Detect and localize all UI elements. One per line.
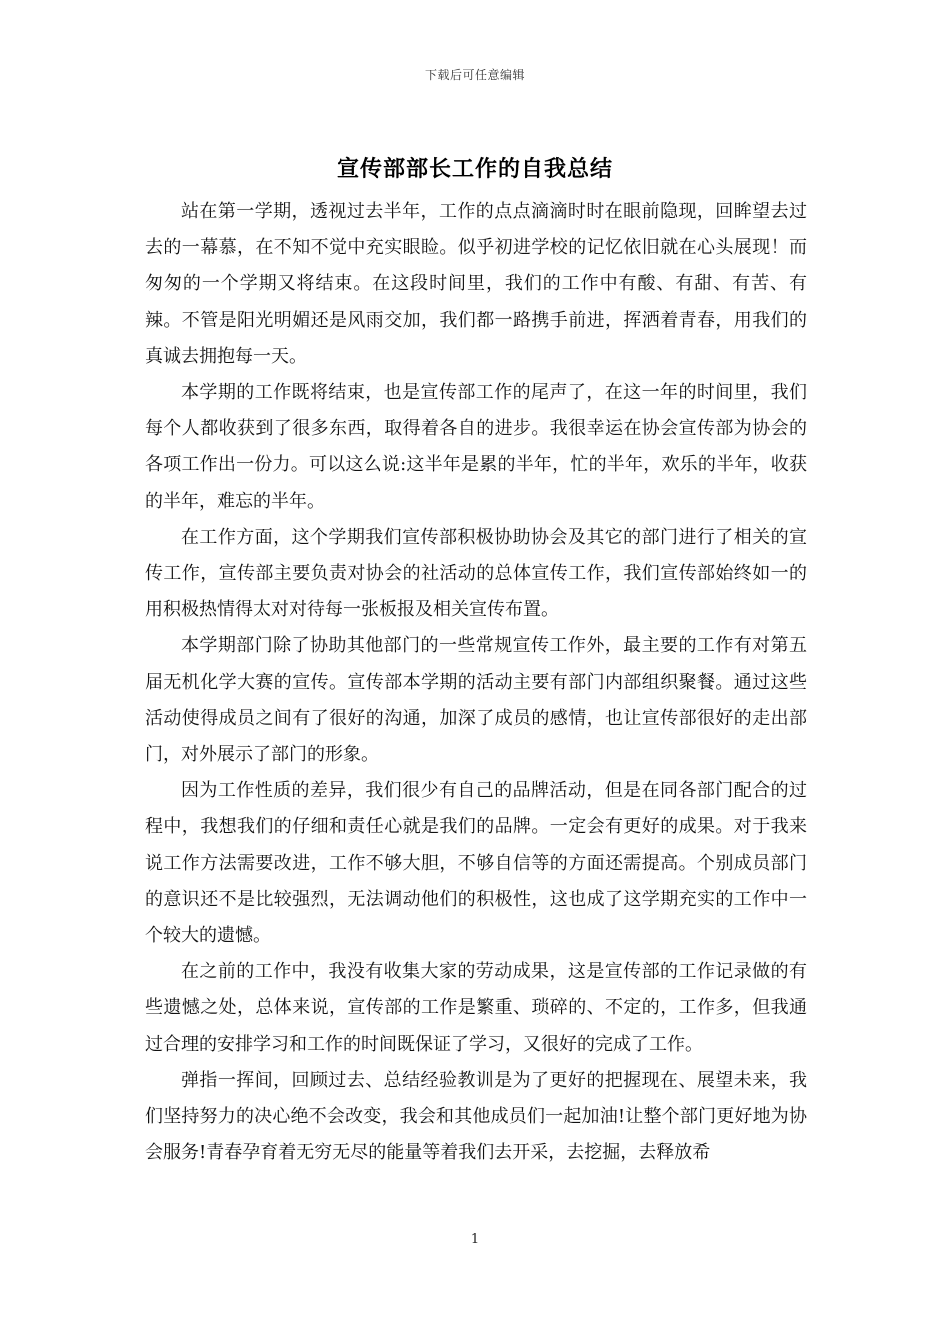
paragraph: 在工作方面，这个学期我们宣传部积极协助协会及其它的部门进行了相关的宣传工作，宣传部主要负责对协会的社活动的总体宣传工作，我们宣传部始终如一的用积极热情得太对对待每一张板报及相关宣传布置。 [145, 526, 807, 621]
paragraph: 因为工作性质的差异，我们很少有自己的品牌活动，但是在同各部门配合的过程中，我想我们的仔细和责任心就是我们的品牌。一定会有更好的成果。对于我来说工作方法需要改进，工作不够大胆，不够自信等的方面还需提高。个别成员部门的意识还不是比较强烈，无法调动他们的积极性，这也成了这学期充实的工作中一个较大的遗憾。 [145, 780, 807, 947]
paragraph: 本学期部门除了协助其他部门的一些常规宣传工作外，最主要的工作有对第五届无机化学大赛的宣传。宣传部本学期的活动主要有部门内部组织聚餐。通过这些活动使得成员之间有了很好的沟通，加深了成员的感情，也让宣传部很好的走出部门，对外展示了部门的形象。 [145, 635, 807, 766]
paragraph: 弹指一挥间，回顾过去、总结经验教训是为了更好的把握现在、展望未来，我们坚持努力的决心绝不会改变，我会和其他成员们一起加油!让整个部门更好地为协会服务!青春孕育着无穷无尽的能量等着我们去开采，去挖掘，去释放希 [145, 1069, 807, 1164]
paragraph: 本学期的工作既将结束，也是宣传部工作的尾声了，在这一年的时间里，我们每个人都收获到了很多东西，取得着各自的进步。我很幸运在协会宣传部为协会的各项工作出一份力。可以这么说:这半年是累的半年，忙的半年，欢乐的半年，收获的半年，难忘的半年。 [145, 382, 807, 512]
paragraph: 站在第一学期，透视过去半年，工作的点点滴滴时时在眼前隐现，回眸望去过去的一幕慕，在不知不觉中充实眼睑。似乎初进学校的记忆依旧就在心头展现！而匆匆的一个学期又将结束。在这段时间里，我们的工作中有酸、有甜、有苦、有辣。不管是阳光明媚还是风雨交加，我们都一路携手前进，挥洒着青春，用我们的真诚去拥抱每一天。 [145, 201, 807, 367]
paragraph: 在之前的工作中，我没有收集大家的劳动成果，这是宣传部的工作记录做的有些遗憾之处，总体来说，宣传部的工作是繁重、琐碎的、不定的，工作多，但我通过合理的安排学习和工作的时间既保证了学习，又很好的完成了工作。 [145, 961, 807, 1055]
document-title: 宣传部部长工作的自我总结 [336, 157, 613, 182]
page-number: 1 [470, 1232, 480, 1247]
page-header-note: 下载后可任意编辑 [424, 68, 525, 82]
document-body [145, 194, 807, 1171]
